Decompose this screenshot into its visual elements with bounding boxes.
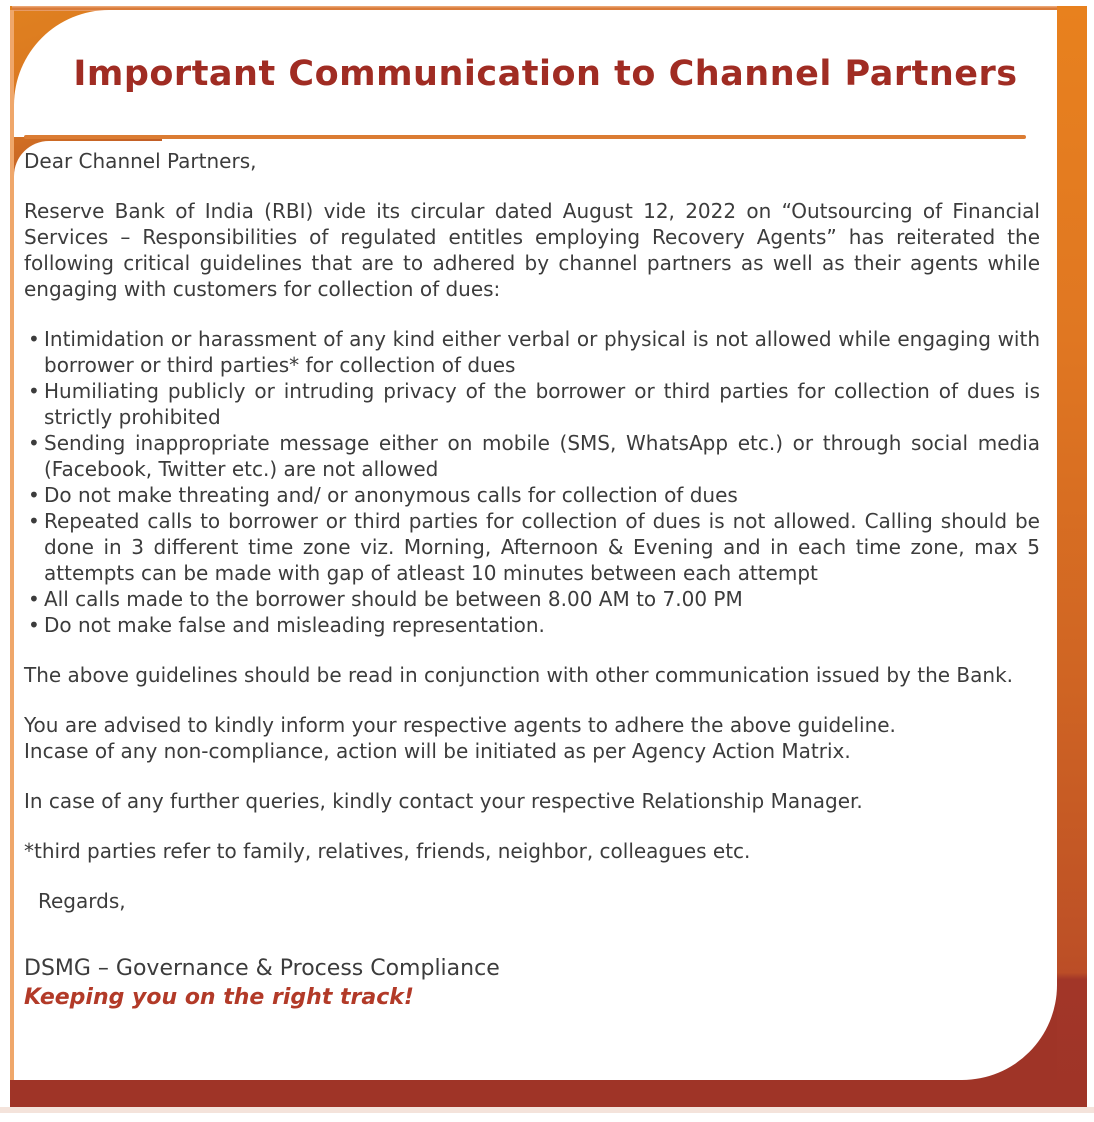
advice-line-1: You are advised to kindly inform your respective agents to adhere the above guideline. [24, 713, 896, 737]
guideline-item: • Repeated calls to borrower or third parties for collection of dues is not allowed. Calling should be done in 3 different time zone viz. Morning, Afternoon & Evening and in each time zone, max 5 attempts can be made with gap of atleast 10 minutes between each attempt [24, 508, 1040, 586]
guideline-item: • Intimidation or harassment of any kind either verbal or physical is not allowed while engaging with borrower or third parties* for collection of dues [24, 326, 1040, 378]
footnote-text: *third parties refer to family, relatives, friends, neighbor, colleagues etc. [24, 839, 751, 863]
queries-paragraph: In case of any further queries, kindly contact your respective Relationship Manager. [24, 789, 863, 813]
guideline-item: • Sending inappropriate message either on mobile (SMS, WhatsApp etc.) or through social media (Facebook, Twitter etc.) are not allowed [24, 430, 1040, 482]
intro-paragraph: Reserve Bank of India (RBI) vide its circular dated August 12, 2022 on “Outsourcing of Financial Services – Responsibilities of regulated entitles employing Recovery Agents” has reiterated the following critical guidelines that are to adhered by channel partners as well as their agents while engaging with customers for collection of dues: [24, 199, 1040, 301]
header-divider-line [24, 135, 1026, 139]
bottom-border-bar [10, 1080, 1087, 1107]
regards-text: Regards, [38, 889, 126, 913]
header-panel [14, 10, 1057, 137]
advice-line-2: Incase of any non-compliance, action will be initiated as per Agency Action Matrix. [24, 739, 851, 763]
guideline-item: • Do not make false and misleading representation. [24, 612, 1040, 638]
guideline-item: • Humiliating publicly or intruding privacy of the borrower or third parties for collection of dues is strictly prohibited [24, 378, 1040, 430]
greeting-text: Dear Channel Partners, [24, 149, 257, 173]
guideline-item: • Do not make threating and/ or anonymous calls for collection of dues [24, 482, 1040, 508]
signature-text: DSMG – Governance & Process Compliance [24, 956, 500, 981]
letter-body [14, 141, 1057, 1080]
tagline-text: Keeping you on the right track! [24, 985, 414, 1010]
advice-paragraph [24, 712, 1040, 764]
guideline-item: • All calls made to the borrower should be between 8.00 AM to 7.00 PM [24, 586, 1040, 612]
bottom-shadow-strip [0, 1107, 1094, 1113]
conjunction-paragraph: The above guidelines should be read in conjunction with other communication issued by the Bank. [24, 663, 1014, 687]
page-title: Important Communication to Channel Partners [73, 53, 1018, 94]
right-border-bar [1057, 6, 1087, 1107]
guidelines-list [24, 326, 1040, 638]
